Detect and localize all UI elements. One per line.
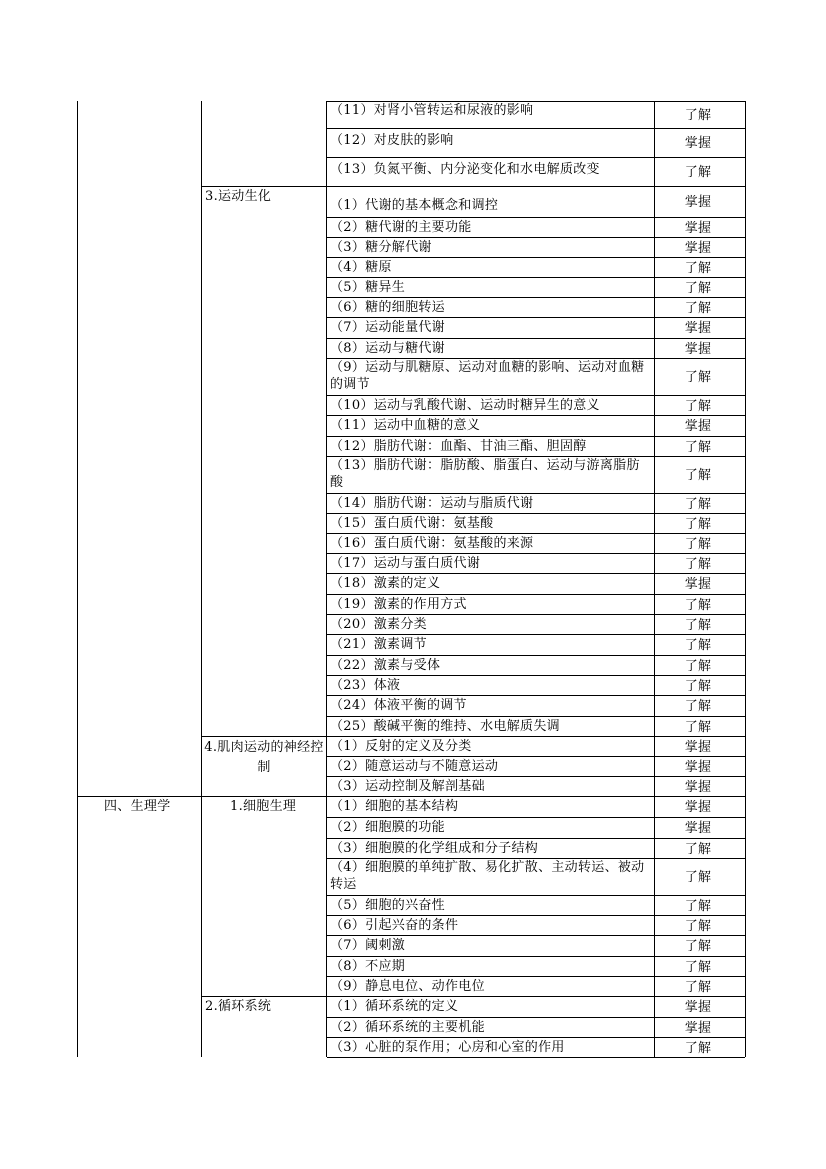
table-row-level: 掌握 — [684, 195, 712, 210]
row-line — [327, 338, 745, 339]
table-row-level: 了解 — [684, 399, 712, 414]
row-line — [327, 573, 745, 574]
table-row-level: 了解 — [684, 165, 712, 180]
table-row-item: （24）体液平衡的调节 — [330, 698, 467, 713]
section-line — [202, 796, 326, 797]
table-row-item: （4）糖原 — [330, 260, 392, 275]
table-row-item: （3）细胞膜的化学组成和分子结构 — [330, 841, 539, 856]
table-row-item: （2）随意运动与不随意运动 — [330, 759, 499, 774]
row-line — [327, 277, 745, 278]
table-row-level: 了解 — [684, 557, 712, 572]
section-label: 1.细胞生理 — [230, 799, 297, 814]
table-row-level: 了解 — [684, 679, 712, 694]
section-label: 4.肌肉运动的神经控制 — [204, 740, 324, 775]
table-row-level: 了解 — [684, 638, 712, 653]
table-row-item: （11）运动中血糖的意义 — [330, 418, 481, 433]
row-line — [327, 956, 745, 957]
row-line — [327, 796, 745, 797]
row-line — [327, 1017, 745, 1018]
table-row-level: 掌握 — [684, 760, 712, 775]
table-row-level: 了解 — [684, 517, 712, 532]
row-line — [327, 533, 745, 534]
row-line — [327, 217, 745, 218]
table-row-level: 了解 — [684, 497, 712, 512]
table-row-level: 掌握 — [684, 740, 712, 755]
table-row-item: （23）体液 — [330, 678, 401, 693]
table-row-level: 了解 — [684, 468, 712, 483]
section-divider — [326, 101, 327, 1057]
table-row-item: （10）运动与乳酸代谢、运动时糖异生的意义 — [330, 398, 600, 413]
section-line — [202, 996, 326, 997]
table-row-item: （4）细胞膜的单纯扩散、易化扩散、主动转运、被动转运 — [330, 860, 645, 892]
row-line — [327, 157, 745, 158]
row-line — [327, 756, 745, 757]
table-row-item: （22）激素与受体 — [330, 658, 441, 673]
table-row-item: （12）脂肪代谢：血酯、甘油三酯、胆固醇 — [330, 439, 587, 454]
section-label: 2.循环系统 — [205, 999, 272, 1014]
table-row-level: 掌握 — [684, 780, 712, 795]
row-line — [327, 513, 745, 514]
table-row-level: 了解 — [684, 980, 712, 995]
table-row-level: 了解 — [684, 720, 712, 735]
row-line — [327, 493, 745, 494]
table-row-item: （2）循环系统的主要机能 — [330, 1020, 485, 1035]
table-row-level: 掌握 — [684, 577, 712, 592]
table-row-level: 了解 — [684, 659, 712, 674]
row-line — [327, 736, 745, 737]
table-row-level: 掌握 — [684, 221, 712, 236]
row-line — [327, 415, 745, 416]
row-line — [327, 257, 745, 258]
table-row-item: （15）蛋白质代谢：氨基酸 — [330, 516, 494, 531]
table-row-level: 了解 — [684, 919, 712, 934]
chapter-line — [78, 796, 201, 797]
table-row-level: 了解 — [684, 870, 712, 885]
table-row-level: 掌握 — [684, 321, 712, 336]
chapter-divider — [201, 101, 202, 1057]
table-row-item: （17）运动与蛋白质代谢 — [330, 556, 481, 571]
row-line — [327, 128, 745, 129]
row-line — [327, 297, 745, 298]
row-line — [327, 996, 745, 997]
table-row-level: 掌握 — [684, 419, 712, 434]
row-line — [327, 895, 745, 896]
table-border-right — [745, 101, 746, 1057]
table-row-level: 掌握 — [684, 136, 712, 151]
table-row-level: 掌握 — [684, 821, 712, 836]
table-row-level: 了解 — [684, 108, 712, 123]
row-line — [327, 436, 745, 437]
table-row-item: （1）循环系统的定义 — [330, 999, 459, 1014]
row-line — [327, 1057, 745, 1058]
table-row-item: （13）脂肪代谢：脂肪酸、脂蛋白、运动与游离脂肪酸 — [330, 458, 640, 490]
table-row-level: 了解 — [684, 598, 712, 613]
table-row-level: 了解 — [684, 440, 712, 455]
row-line — [327, 237, 745, 238]
table-row-item: （18）激素的定义 — [330, 576, 441, 591]
table-row-level: 了解 — [684, 618, 712, 633]
table-row-level: 掌握 — [684, 241, 712, 256]
table-row-item: （3）糖分解代谢 — [330, 240, 432, 255]
table-row-item: （21）激素调节 — [330, 637, 427, 652]
row-line — [327, 716, 745, 717]
table-border-left — [77, 101, 78, 1057]
table-row-item: （7）阈刺激 — [330, 938, 406, 953]
table-row-level: 了解 — [684, 1041, 712, 1056]
table-row-item: （19）激素的作用方式 — [330, 597, 467, 612]
row-line — [327, 614, 745, 615]
section-line — [202, 186, 326, 187]
table-row-item: （1）反射的定义及分类 — [330, 739, 472, 754]
table-row-item: （1）细胞的基本结构 — [330, 799, 459, 814]
chapter-label: 四、生理学 — [104, 799, 171, 814]
table-row-level: 了解 — [684, 301, 712, 316]
row-line — [327, 655, 745, 656]
row-line — [327, 1037, 745, 1038]
table-row-level: 了解 — [684, 899, 712, 914]
row-line — [327, 594, 745, 595]
table-row-level: 掌握 — [684, 1000, 712, 1015]
table-row-item: （6）引起兴奋的条件 — [330, 918, 459, 933]
table-row-item: （2）糖代谢的主要功能 — [330, 220, 472, 235]
table-row-item: （12）对皮肤的影响 — [330, 133, 454, 148]
row-line — [327, 675, 745, 676]
table-row-level: 了解 — [684, 699, 712, 714]
table-row-item: （25）酸碱平衡的维持、水电解质失调 — [330, 719, 560, 734]
table-row-level: 了解 — [684, 281, 712, 296]
table-row-item: （13）负氮平衡、内分泌变化和水电解质改变 — [330, 162, 600, 177]
table-row-item: （6）糖的细胞转运 — [330, 300, 445, 315]
section-line — [202, 736, 326, 737]
row-line — [327, 553, 745, 554]
table-row-item: （2）细胞膜的功能 — [330, 820, 445, 835]
row-line — [327, 395, 745, 396]
table-row-item: （8）不应期 — [330, 959, 406, 974]
row-line — [327, 634, 745, 635]
table-row-item: （16）蛋白质代谢：氨基酸的来源 — [330, 536, 534, 551]
table-row-item: （8）运动与糖代谢 — [330, 341, 445, 356]
table-row-item: （5）糖异生 — [330, 280, 406, 295]
table-row-level: 了解 — [684, 939, 712, 954]
table-row-item: （7）运动能量代谢 — [330, 320, 445, 335]
row-line — [327, 935, 745, 936]
table-row-item: （9）运动与肌糖原、运动对血糖的影响、运动对血糖的调节 — [330, 360, 645, 392]
table-row-item: （11）对肾小管转运和尿液的影响 — [330, 103, 534, 118]
table-row-level: 掌握 — [684, 342, 712, 357]
table-row-level: 了解 — [684, 537, 712, 552]
row-line — [327, 317, 745, 318]
row-line — [327, 776, 745, 777]
table-row-level: 了解 — [684, 960, 712, 975]
table-row-level: 了解 — [684, 261, 712, 276]
table-row-level: 掌握 — [684, 800, 712, 815]
table-row-level: 了解 — [684, 370, 712, 385]
table-row-item: （9）静息电位、动作电位 — [330, 979, 485, 994]
row-line — [327, 695, 745, 696]
row-line — [327, 976, 745, 977]
row-line — [327, 915, 745, 916]
table-row-level: 掌握 — [684, 1021, 712, 1036]
table-row-level: 了解 — [684, 842, 712, 857]
row-line — [327, 838, 745, 839]
section-label: 3.运动生化 — [205, 189, 272, 204]
table-row-item: （20）激素分类 — [330, 617, 427, 632]
table-row-item: （5）细胞的兴奋性 — [330, 898, 445, 913]
row-line — [327, 817, 745, 818]
table-row-item: （3）运动控制及解剖基础 — [330, 779, 485, 794]
row-line — [327, 186, 745, 187]
table-row-item: （3）心脏的泵作用；心房和心室的作用 — [330, 1040, 565, 1055]
table-row-item: （14）脂肪代谢：运动与脂质代谢 — [330, 496, 534, 511]
table-row-item: （1）代谢的基本概念和调控 — [330, 198, 499, 213]
